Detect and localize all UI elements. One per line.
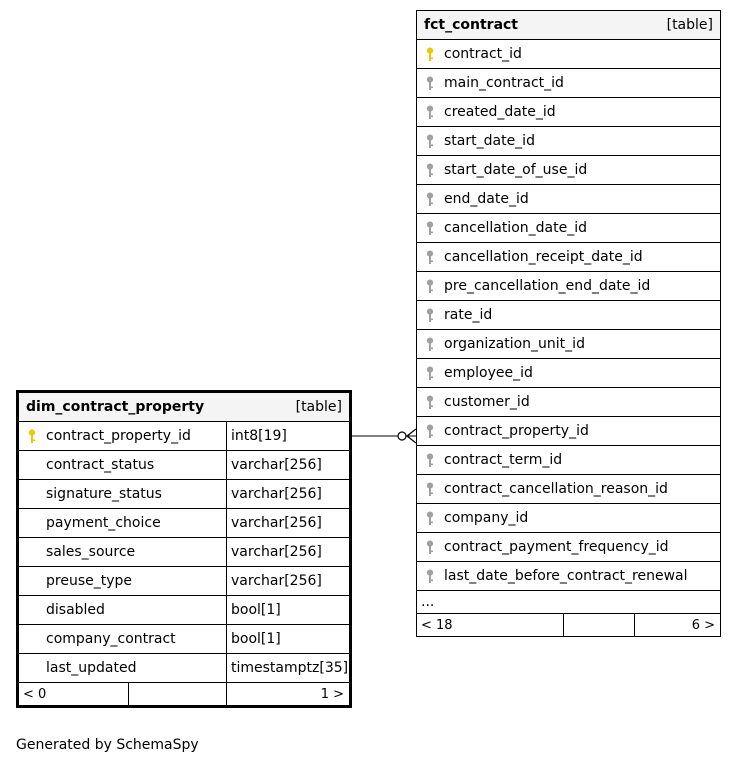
- column-name[interactable]: organization_unit_id: [444, 336, 585, 352]
- column-name[interactable]: contract_status: [46, 457, 155, 473]
- child-count-link[interactable]: < 0: [18, 683, 129, 707]
- table-type-tag: [table]: [295, 399, 342, 415]
- child-count-link[interactable]: < 18: [417, 614, 564, 637]
- column-name[interactable]: end_date_id: [444, 191, 529, 207]
- column-name[interactable]: disabled: [46, 602, 105, 618]
- column-name[interactable]: employee_id: [444, 365, 533, 381]
- zero-cardinality-circle: [398, 432, 406, 440]
- column-name[interactable]: contract_cancellation_reason_id: [444, 481, 668, 497]
- column-name[interactable]: payment_choice: [46, 515, 161, 531]
- column-type: varchar[256]: [227, 567, 351, 596]
- column-name[interactable]: contract_property_id: [444, 423, 589, 439]
- crows-foot-lower: [407, 436, 416, 443]
- column-name[interactable]: company_id: [444, 510, 529, 526]
- generated-by-note: Generated by SchemaSpy: [16, 737, 199, 753]
- column-name[interactable]: contract_id: [444, 46, 522, 62]
- column-type: varchar[256]: [227, 451, 351, 480]
- column-name[interactable]: contract_payment_frequency_id: [444, 539, 669, 555]
- column-name[interactable]: pre_cancellation_end_date_id: [444, 278, 651, 294]
- ellipsis: ...: [417, 591, 721, 614]
- column-name[interactable]: start_date_id: [444, 133, 535, 149]
- table-name[interactable]: dim_contract_property: [26, 399, 205, 415]
- crows-foot-upper: [407, 429, 416, 436]
- column-name[interactable]: signature_status: [46, 486, 162, 502]
- column-name[interactable]: company_contract: [46, 631, 176, 647]
- column-name[interactable]: cancellation_date_id: [444, 220, 587, 236]
- column-name[interactable]: cancellation_receipt_date_id: [444, 249, 643, 265]
- column-type: varchar[256]: [227, 509, 351, 538]
- column-name[interactable]: contract_term_id: [444, 452, 563, 468]
- table-type-tag: [table]: [666, 17, 713, 33]
- column-type: timestamptz[35]: [227, 654, 351, 683]
- column-name[interactable]: contract_property_id: [46, 428, 191, 444]
- column-name[interactable]: main_contract_id: [444, 75, 564, 91]
- column-type: int8[19]: [227, 422, 351, 451]
- column-name[interactable]: rate_id: [444, 307, 493, 323]
- column-name[interactable]: last_updated: [46, 660, 137, 676]
- column-name[interactable]: created_date_id: [444, 104, 556, 120]
- parent-count-link[interactable]: 1 >: [227, 683, 351, 707]
- column-name[interactable]: customer_id: [444, 394, 530, 410]
- column-type: bool[1]: [227, 596, 351, 625]
- column-name[interactable]: preuse_type: [46, 573, 133, 589]
- column-name[interactable]: last_date_before_contract_renewal: [444, 568, 688, 584]
- table-name[interactable]: fct_contract: [424, 17, 519, 33]
- column-type: varchar[256]: [227, 538, 351, 567]
- parent-count-link[interactable]: 6 >: [635, 614, 721, 637]
- column-type: bool[1]: [227, 625, 351, 654]
- column-name[interactable]: sales_source: [46, 544, 136, 560]
- column-type: varchar[256]: [227, 480, 351, 509]
- column-name[interactable]: start_date_of_use_id: [444, 162, 588, 178]
